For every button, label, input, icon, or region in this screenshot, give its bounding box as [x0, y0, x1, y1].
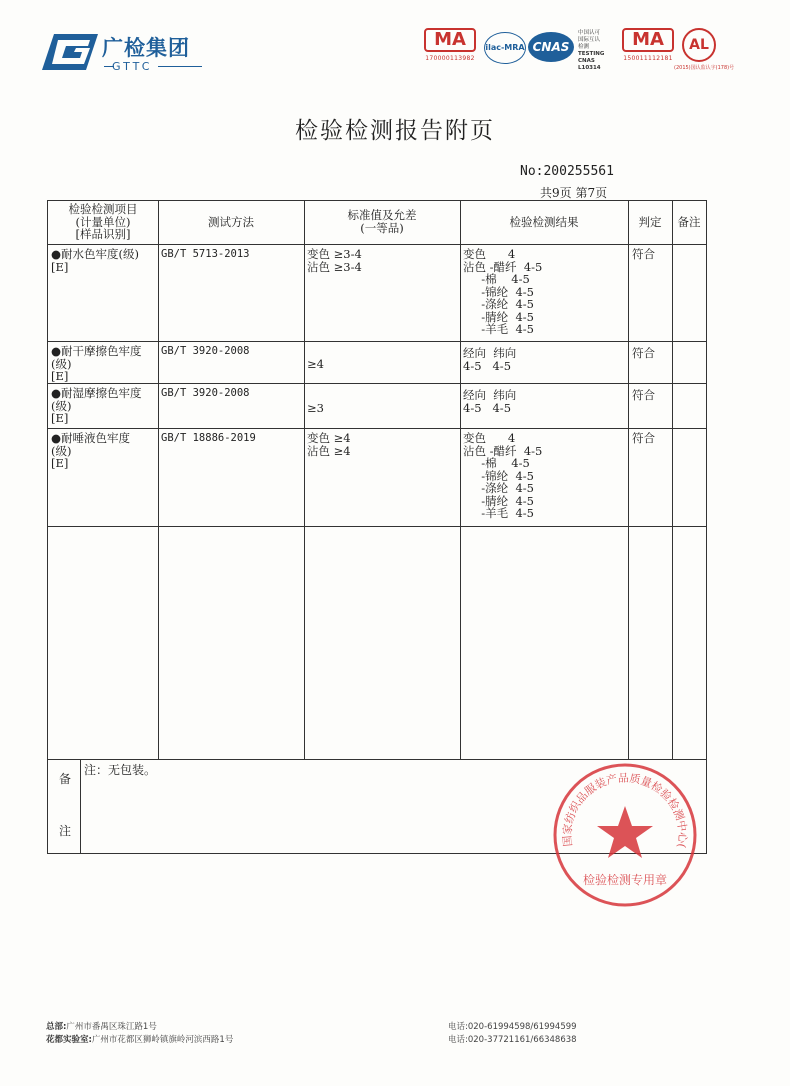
caal-mark [674, 28, 735, 71]
footer-lab: 花都实验室:广州市花都区狮岭镇旗岭河滨西路1号 [46, 1035, 234, 1045]
row4-verdict: 符合 [632, 431, 655, 445]
remarks-label-bottom: 注 [59, 824, 72, 838]
star-icon [597, 806, 653, 858]
remarks-label-top: 备 [59, 772, 72, 786]
cnas-text-block: 中国认可 国际互认 检测 TESTING CNAS L10314 [578, 30, 605, 71]
gttc-logo-icon [40, 30, 100, 74]
row1-result: 变色 4 沾色 -醋纤 4-5 -棉 4-5 -锦纶 4-5 -涤纶 4-5 -腈纶 4-5 -羊毛 4-5 [463, 247, 543, 336]
row1-item: ●耐水色牢度(级) [E] [51, 247, 140, 274]
row4-standard: 变色 ≥4 沾色 ≥4 [307, 431, 351, 458]
header-item: 检验检测项目 (计量单位) [样品识别] [68, 202, 138, 241]
remarks-divider [80, 759, 81, 853]
row4-item: ●耐唾液色牢度 (级) [E] [51, 431, 131, 470]
header-standard: 标准值及允差 (一等品) [347, 208, 417, 235]
col-divider [460, 201, 461, 759]
cma-number-right: 150011112181 [623, 55, 673, 62]
seal-graphic [550, 760, 700, 910]
footer-hq: 总部:广州市番禺区珠江路1号 [46, 1022, 157, 1032]
page-title: 检验检测报告附页 [295, 118, 495, 144]
remarks-text: 注：无包装。 [84, 763, 157, 777]
row3-standard: ≥3 [307, 400, 324, 415]
ilac-mra-icon: ilac-MRA [484, 32, 526, 64]
cma-mark-left [424, 28, 476, 62]
gttc-logo [40, 28, 220, 78]
col-divider [304, 201, 305, 759]
row1-standard: 变色 ≥3-4 沾色 ≥3-4 [307, 247, 362, 274]
header-result: 检验检测结果 [509, 215, 579, 229]
row3-result: 经向 纬向 4-5 4-5 [463, 388, 517, 415]
row2-verdict: 符合 [632, 346, 655, 360]
row2-item: ●耐干摩擦色牢度 (级) [E] [51, 344, 142, 383]
row3-item: ●耐湿摩擦色牢度 (级) [E] [51, 386, 142, 425]
header-remark: 备注 [677, 215, 701, 229]
caal-number: (2015)国认监认字(178)号 [674, 65, 735, 71]
inspection-table [47, 200, 707, 854]
row3-verdict: 符合 [632, 388, 655, 402]
col-divider [672, 201, 673, 759]
page-indicator: 共9页 第7页 [540, 186, 608, 200]
official-seal [550, 760, 700, 910]
seal-bottom-text: 检验检测专用章 [582, 873, 668, 887]
row-divider [48, 526, 706, 527]
row-divider [48, 341, 706, 342]
row2-result: 经向 纬向 4-5 4-5 [463, 346, 517, 373]
cnas-icon: CNAS [528, 32, 574, 62]
logo-chinese-name: 广检集团 [102, 36, 190, 60]
row1-verdict: 符合 [632, 247, 655, 261]
row2-standard: ≥4 [307, 356, 324, 371]
row-divider [48, 383, 706, 384]
col-divider [158, 201, 159, 759]
row2-method: GB/T 3920-2008 [161, 345, 250, 357]
cma-number-left: 170000113982 [425, 55, 475, 62]
seal-ring-text: 国家纺织品服装产品质量检验检测中心( [560, 771, 690, 849]
row4-method: GB/T 18886-2019 [161, 432, 256, 444]
col-divider [628, 201, 629, 759]
row1-method: GB/T 5713-2013 [161, 248, 250, 260]
row4-result: 变色 4 沾色 -醋纤 4-5 -棉 4-5 -锦纶 4-5 -涤纶 4-5 -腈纶 4-5 -羊毛 4-5 [463, 431, 543, 520]
logo-divider-right [158, 66, 202, 67]
cma-icon: MA [424, 28, 476, 52]
row-divider [48, 244, 706, 245]
report-number: No:200255561 [520, 164, 614, 179]
header-method: 测试方法 [208, 215, 254, 229]
footer-hq-phone: 电话:020-61994598/61994599 [448, 1022, 577, 1032]
footer-lab-phone: 电话:020-37721161/66348638 [448, 1035, 577, 1045]
row3-method: GB/T 3920-2008 [161, 387, 250, 399]
cma-mark-right [622, 28, 674, 62]
caal-icon: AL [682, 28, 716, 62]
header-verdict: 判定 [638, 215, 662, 229]
cma-icon: MA [622, 28, 674, 52]
logo-english-name: GTTC [112, 60, 153, 73]
row-divider [48, 428, 706, 429]
